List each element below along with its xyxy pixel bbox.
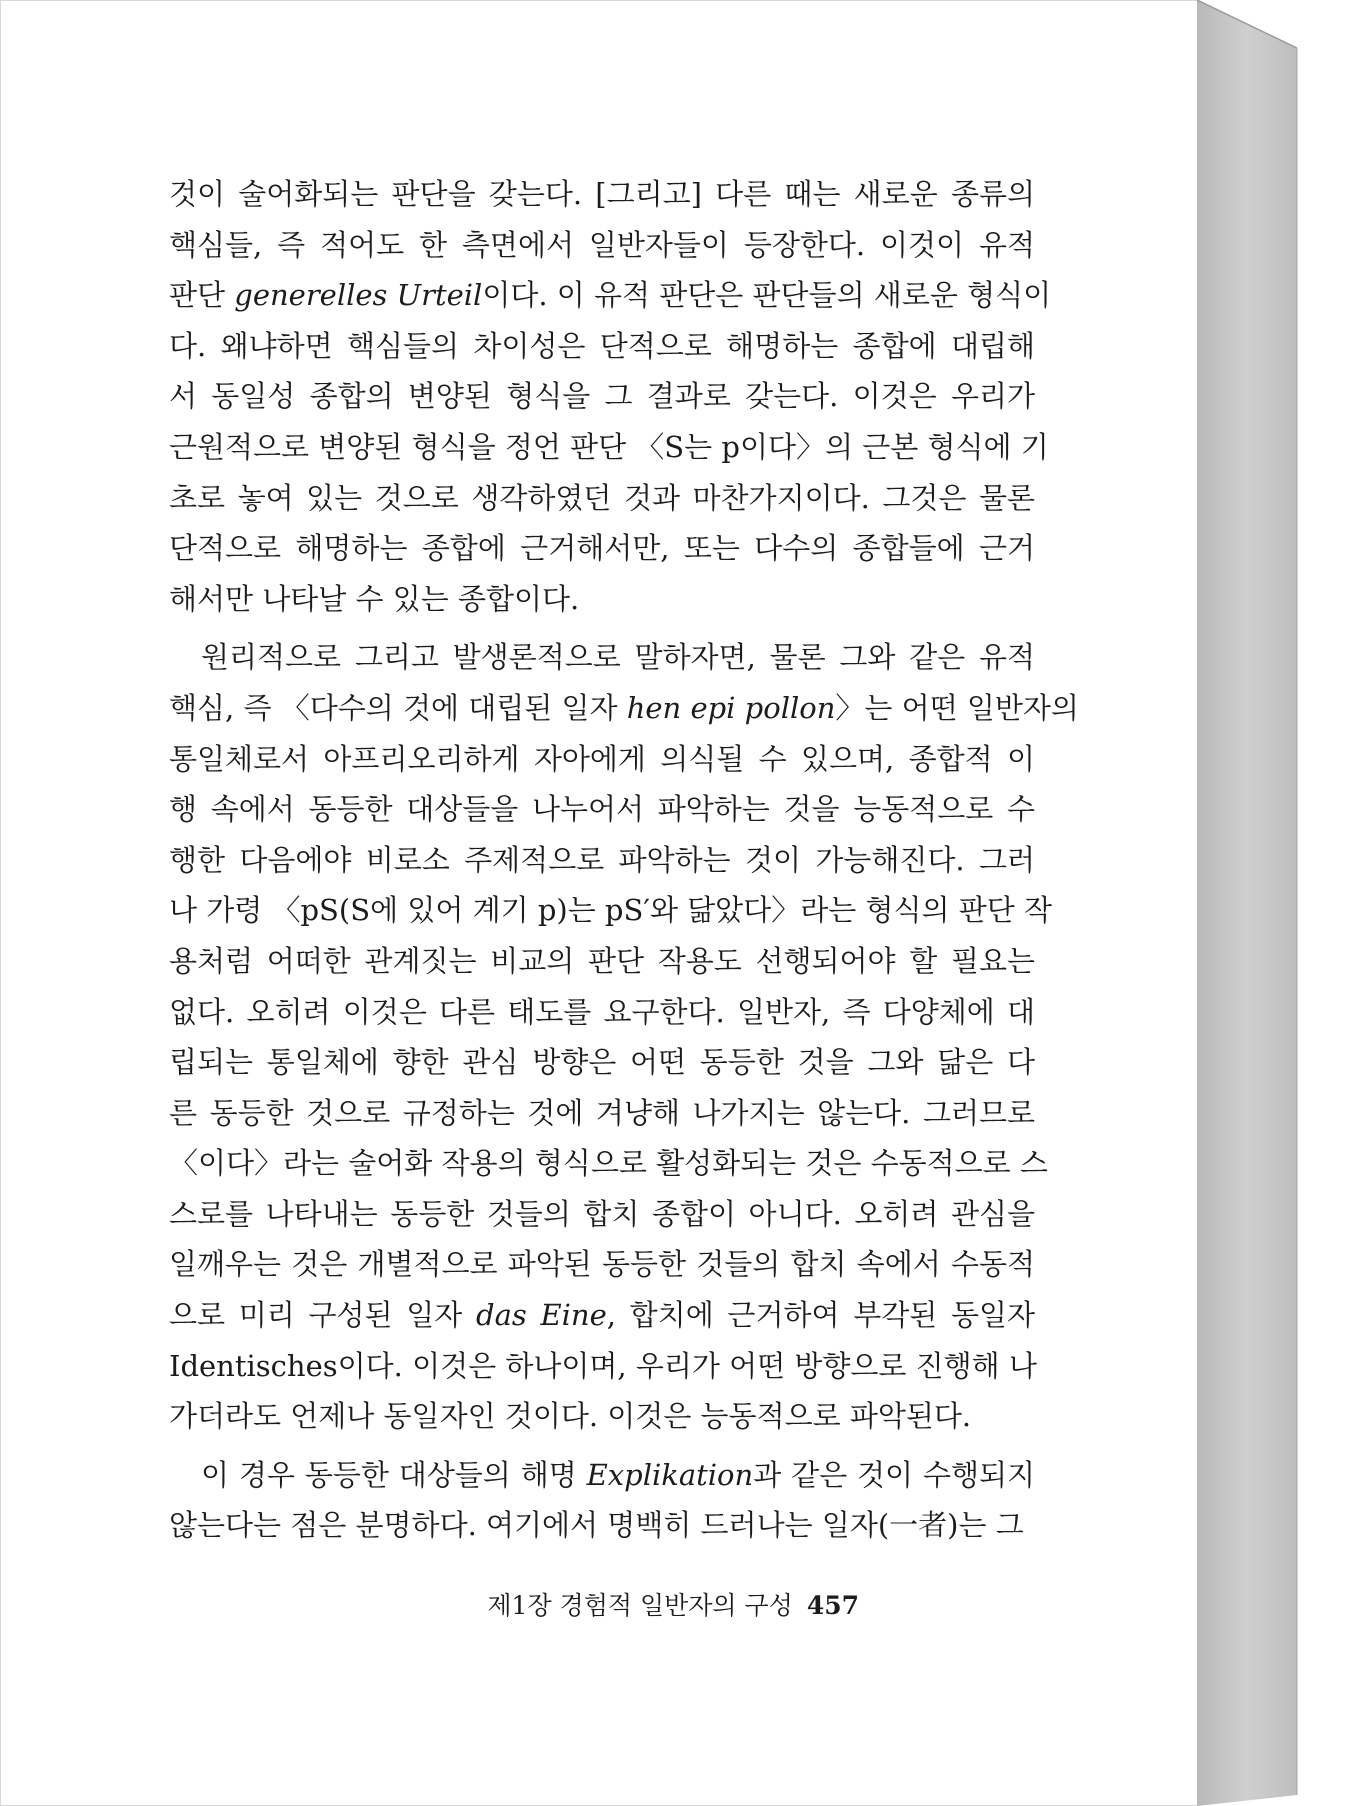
foreign-term: generelles Urteil <box>234 278 483 313</box>
line-segment: 이다. 이 유적 판단은 판단들의 새로운 형식이 <box>482 278 1052 313</box>
text-line <box>169 835 1035 886</box>
running-head: 제1장 경험적 일반자의 구성 <box>487 1591 793 1620</box>
text-line <box>169 1239 1035 1290</box>
line-segment: 서 동일성 종합의 변양된 형식을 그 결과로 갖는다. 이것은 우리가 <box>169 379 1035 414</box>
page-footer <box>487 1586 859 1622</box>
line-segment: 것이 술어화되는 판단을 갖는다. [그리고] 다른 때는 새로운 종류의 <box>169 177 1035 211</box>
line-segment: 〈이다〉라는 술어화 작용의 형식으로 활성화되는 것은 수동적으로 스 <box>169 1146 1048 1181</box>
text-line <box>169 321 1035 372</box>
text-line <box>169 1138 1048 1189</box>
text-line <box>169 371 1035 422</box>
line-segment: 핵심, 즉 〈다수의 것에 대립된 일자 <box>169 690 627 725</box>
line-segment: 원리적으로 그리고 발생론적으로 말하자면, 물론 그와 같은 유적 <box>201 640 1035 675</box>
text-line <box>169 270 1052 321</box>
line-segment: 행 속에서 동등한 대상들을 나누어서 파악하는 것을 능동적으로 수 <box>169 792 1035 827</box>
line-segment: 없다. 오히려 이것은 다른 태도를 요구한다. 일반자, 즉 다양체에 대 <box>169 994 1035 1029</box>
text-line <box>169 784 1035 835</box>
line-segment: 행한 다음에야 비로소 주제적으로 파악하는 것이 가능해진다. 그러 <box>169 842 1035 877</box>
line-segment: 해서만 나타날 수 있는 종합이다. <box>169 581 580 616</box>
text-line <box>169 1290 1035 1341</box>
foreign-term: hen epi pollon <box>626 690 836 725</box>
text-line <box>169 1500 1035 1551</box>
text-line <box>169 473 1035 524</box>
text-line <box>169 734 1035 785</box>
text-line <box>169 632 1035 683</box>
foreign-term: Explikation <box>586 1457 754 1492</box>
text-line <box>169 574 1035 625</box>
line-segment: 근원적으로 변양된 형식을 정언 판단 〈S는 p이다〉의 근본 형식에 기 <box>169 429 1049 464</box>
text-line <box>169 220 1035 271</box>
text-line <box>169 1088 1035 1139</box>
line-segment: 나 가령 〈pS(S에 있어 계기 p)는 pS′와 닮았다〉라는 형식의 판단 작 <box>169 893 1052 928</box>
text-line <box>169 1341 1035 1392</box>
line-segment: 립되는 통일체에 향한 관심 방향은 어떤 동등한 것을 그와 닮은 다 <box>169 1045 1035 1080</box>
page-stack-edge <box>1197 0 1345 1806</box>
text-line <box>169 1189 1035 1240</box>
line-segment: 스로를 나타내는 동등한 것들의 합치 종합이 아니다. 오히려 관심을 <box>169 1196 1035 1231</box>
line-segment: 핵심들, 즉 적어도 한 측면에서 일반자들이 등장한다. 이것이 유적 <box>169 227 1035 262</box>
line-segment: 다. 왜냐하면 핵심들의 차이성은 단적으로 해명하는 종합에 대립해 <box>169 328 1035 363</box>
line-segment: 판단 <box>169 278 235 313</box>
line-segment: 일깨우는 것은 개별적으로 파악된 동등한 것들의 합치 속에서 수동적 <box>169 1247 1035 1282</box>
line-segment: Identisches이다. 이것은 하나이며, 우리가 어떤 방향으로 진행해 나 <box>169 1348 1037 1383</box>
text-line <box>169 422 1049 473</box>
line-segment: 과 같은 것이 수행되지 <box>753 1457 1035 1492</box>
line-segment: 않는다는 점은 분명하다. 여기에서 명백히 드러나는 일자(一者)는 그 <box>169 1508 1024 1543</box>
line-segment: 초로 놓여 있는 것으로 생각하였던 것과 마찬가지이다. 그것은 물론 <box>169 480 1035 515</box>
text-line <box>169 1391 1035 1442</box>
text-line <box>169 523 1035 574</box>
line-segment: 〉는 어떤 일반자의 <box>835 690 1079 725</box>
line-segment: 가더라도 언제나 동일자인 것이다. 이것은 능동적으로 파악된다. <box>169 1399 972 1434</box>
line-segment: 이 경우 동등한 대상들의 해명 <box>201 1457 587 1492</box>
foreign-term: das Eine <box>476 1298 607 1333</box>
line-segment: , 합치에 근거하여 부각된 동일자 <box>606 1298 1035 1333</box>
text-line <box>169 683 1079 734</box>
text-line <box>169 936 1035 987</box>
text-line <box>169 1037 1035 1088</box>
page-number: 457 <box>806 1591 859 1620</box>
line-segment: 으로 미리 구성된 일자 <box>169 1298 476 1333</box>
text-line <box>169 987 1035 1038</box>
line-segment: 른 동등한 것으로 규정하는 것에 겨냥해 나가지는 않는다. 그러므로 <box>169 1095 1035 1130</box>
text-line <box>169 885 1052 936</box>
text-line <box>169 1450 1035 1501</box>
text-line <box>169 169 1035 220</box>
line-segment: 용처럼 어떠한 관계짓는 비교의 판단 작용도 선행되어야 할 필요는 <box>169 943 1035 978</box>
body-text <box>169 169 1079 1551</box>
line-segment: 통일체로서 아프리오리하게 자아에게 의식될 수 있으며, 종합적 이 <box>169 741 1035 776</box>
line-segment: 단적으로 해명하는 종합에 근거해서만, 또는 다수의 종합들에 근거 <box>169 531 1035 566</box>
